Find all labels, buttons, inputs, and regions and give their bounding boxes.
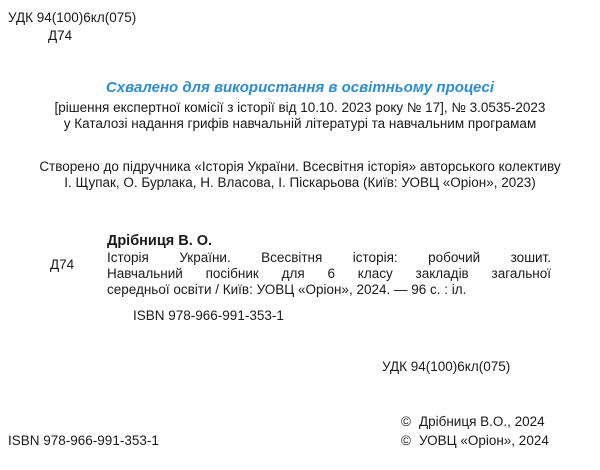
isbn-main: ISBN 978-966-991-353-1 xyxy=(133,308,284,323)
author-sign-top: Д74 xyxy=(48,28,73,43)
approval-title: Схвалено для використання в освітньому процесі xyxy=(105,79,495,96)
approval-decision-line: [рішення експертної комісії з історії від 10.10. 2023 року № 17], № 3.0535-2023 xyxy=(54,100,546,115)
created-for-line: Створено до підручника «Історія України. Всесвітня історія» авторського колективу xyxy=(39,159,561,174)
book-description xyxy=(107,250,551,298)
copyright-icon: © xyxy=(401,414,411,429)
udk-code-bottom: УДК 94(100)6кл(075) xyxy=(382,359,511,374)
description-line: середньої освіти / Київ: УОВЦ «Оріон», 2024. — 96 с. : іл. xyxy=(107,282,467,297)
approval-catalog-line: у Каталозі надання грифів навчальній літературі та навчальним програмам xyxy=(63,116,537,131)
description-line: Навчальний посібник для 6 класу закладів загальної xyxy=(107,266,551,281)
author-name: Дрібниця В. О. xyxy=(107,233,213,249)
author-sign: Д74 xyxy=(50,257,75,272)
copyright-author-text: Дрібниця В.О., 2024 xyxy=(418,414,545,429)
textbook-authors-line: І. Щупак, О. Бурлака, Н. Власова, І. Піскарьова (Київ: УОВЦ «Оріон», 2023) xyxy=(64,175,536,190)
copyright-author xyxy=(401,414,545,430)
copyright-icon: © xyxy=(401,433,411,448)
copyright-publisher xyxy=(401,433,549,449)
copyright-publisher-text: УОВЦ «Оріон», 2024 xyxy=(418,433,549,448)
description-line: Історія України. Всесвітня історія: робочий зошит. xyxy=(107,250,551,265)
udk-code-top: УДК 94(100)6кл(075) xyxy=(8,10,137,25)
isbn-bottom: ISBN 978-966-991-353-1 xyxy=(8,433,159,448)
